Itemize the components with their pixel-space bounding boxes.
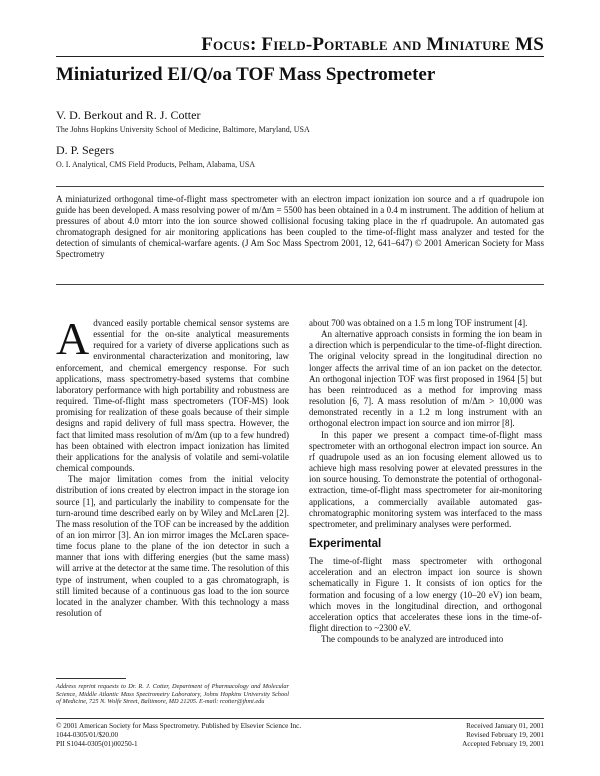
- abstract-rule-top: [56, 186, 544, 187]
- article-title: Miniaturized EI/Q/oa TOF Mass Spectrometer: [56, 64, 436, 85]
- right-paragraph-2: An alternative approach consists in forming the ion beam in a direction which is perpendicular to the time-of-flight direction. The original velocity spread in the longitudinal direction no longer affects the arrival time of an ion packet on the detector. An orthogonal injection TOF was first proposed in 1964 [5] but has been reintroduced as a method for improving mass resolution [6, 7]. A mass resolution of m/Δm > 10,000 was demonstrated recently in a 1.2 m long instrument with an orthogonal electron impact ion source and ion mirror [8].: [309, 329, 542, 429]
- publication-info: [56, 722, 301, 749]
- correspondence-footnote: Address reprint requests to Dr. R. J. Cotter, Department of Pharmacology and Molecular Science, Middle Atlantic Mass Spectrometry Laboratory, Johns Hopkins University School of Medicine, 725 N. Wolfe Street, Baltimore, MD 21205. E-mail: rcotter@jhmi.edu: [56, 683, 289, 706]
- right-paragraph-3: In this paper we present a compact time-of-flight mass spectrometer with an orthogonal electron impact ion source. An rf quadrupole used as an ion focusing element allowed us to achieve high mass resolving power at elevated pressures in the ion source housing. To demonstrate the potential of orthogonal-extraction, time-of-flight mass spectrometer for air-monitoring applications, a commercially available automated gas-chromatographic monitoring system was interfaced to the mass spectrometer, and preliminary analyses were performed.: [309, 429, 542, 529]
- copyright-line: © 2001 American Society for Mass Spectrometry. Published by Elsevier Science Inc.: [56, 722, 302, 730]
- section-heading-experimental: Experimental: [309, 537, 382, 550]
- left-paragraph-2: The major limitation comes from the initial velocity distribution of ions created by electron impact in the storage ion source [1], and particularly the inability to compensate for the turn-around time described early on by Wiley and McLaren [2]. The mass resolution of the TOF can be increased by the addition of an ion mirror [3]. An ion mirror images the McLaren space-time focus plane to the plane of the ion detector in such a manner that ions with differing energies (but the same mass) will arrive at the detector at the same time. The resolution of this type of instrument, when coupled to a gas chromatograph, is still limited because of a continuous gas load to the ion source located in the analyzer chamber. With this technology a mass resolution of: [56, 474, 290, 619]
- left-paragraph-1: Advanced easily portable chemical sensor systems are essential for the on-site analytical measurements required for a variety of diverse applications such as environmental characterization and monitoring, law enforcement, and chemical emergency response. For such applications, mass spectrometry-based systems that combine laboratory performance with high portability and robustness are required. Time-of-flight mass spectrometers (TOF-MS) look promising for realization of these goals because of their simple designs and rapid delivery of full mass spectra. However, the fact that limited mass resolution of m/Δm (up to a few hundred) has been obtained with electron impact ionization has limited their applications for the analysis of volatile and semi-volatile chemical compounds.: [56, 313, 289, 474]
- right-column: [309, 318, 542, 645]
- footnote-rule: [56, 678, 126, 679]
- abstract: A miniaturized orthogonal time-of-flight mass spectrometer with an electron impact ionization ion source and a rf quadrupole ion guide has been developed. A mass resolving power of m/Δm = 5500 has been obtained in a 0.4 m instrument. The addition of helium at pressures of about 4.0 mtorr into the ion source showed collisional focusing taking place in the rf quadrupole. An automated gas chromatograph designed for air monitoring applications has been coupled to the time-of-flight mass analyzer and tested for the detection of simulants of chemical-warfare agents. (J Am Soc Mass Spectrom 2001, 12, 641–647) © 2001 American Society for Mass Spectrometry: [56, 194, 544, 260]
- abstract-rule-bottom: [56, 284, 544, 285]
- affiliation-2: O. I. Analytical, CMS Field Products, Pelham, Alabama, USA: [56, 160, 256, 169]
- accepted-date: Accepted February 19, 2001: [462, 739, 544, 748]
- received-date: Received January 01, 2001: [466, 722, 544, 730]
- issn-line: 1044-0305/01/$20.00: [56, 730, 119, 739]
- revised-date: Revised February 19, 2001: [466, 730, 544, 739]
- right-paragraph-4: The time-of-flight mass spectrometer with orthogonal acceleration and an electron impact ion source is shown schematically in Figure 1. It consists of ion optics for the formation and focusing of a low energy (10–20 eV) ion beam, which moves in the longitudinal direction, and orthogonal acceleration optics that accelerates these ions in the time-of-flight direction to ~2300 eV.: [309, 556, 542, 634]
- right-paragraph-5: The compounds to be analyzed are introduced into: [321, 634, 504, 645]
- bottom-rule: [56, 718, 544, 719]
- left-column: [56, 313, 290, 619]
- right-paragraph-1: about 700 was obtained on a 1.5 m long TOF instrument [4].: [309, 318, 528, 328]
- running-head: Focus: Field-Portable and Miniature MS: [201, 34, 544, 55]
- affiliation-1: The Johns Hopkins University School of Medicine, Baltimore, Maryland, USA: [56, 125, 310, 134]
- drop-cap: A: [56, 313, 90, 364]
- authors-group-1: V. D. Berkout and R. J. Cotter: [56, 108, 201, 122]
- pii-line: PII S1044-0305(01)00250-1: [56, 739, 138, 748]
- header-rule: [56, 56, 544, 57]
- authors-group-2: D. P. Segers: [56, 143, 115, 157]
- dates-info: [462, 722, 544, 749]
